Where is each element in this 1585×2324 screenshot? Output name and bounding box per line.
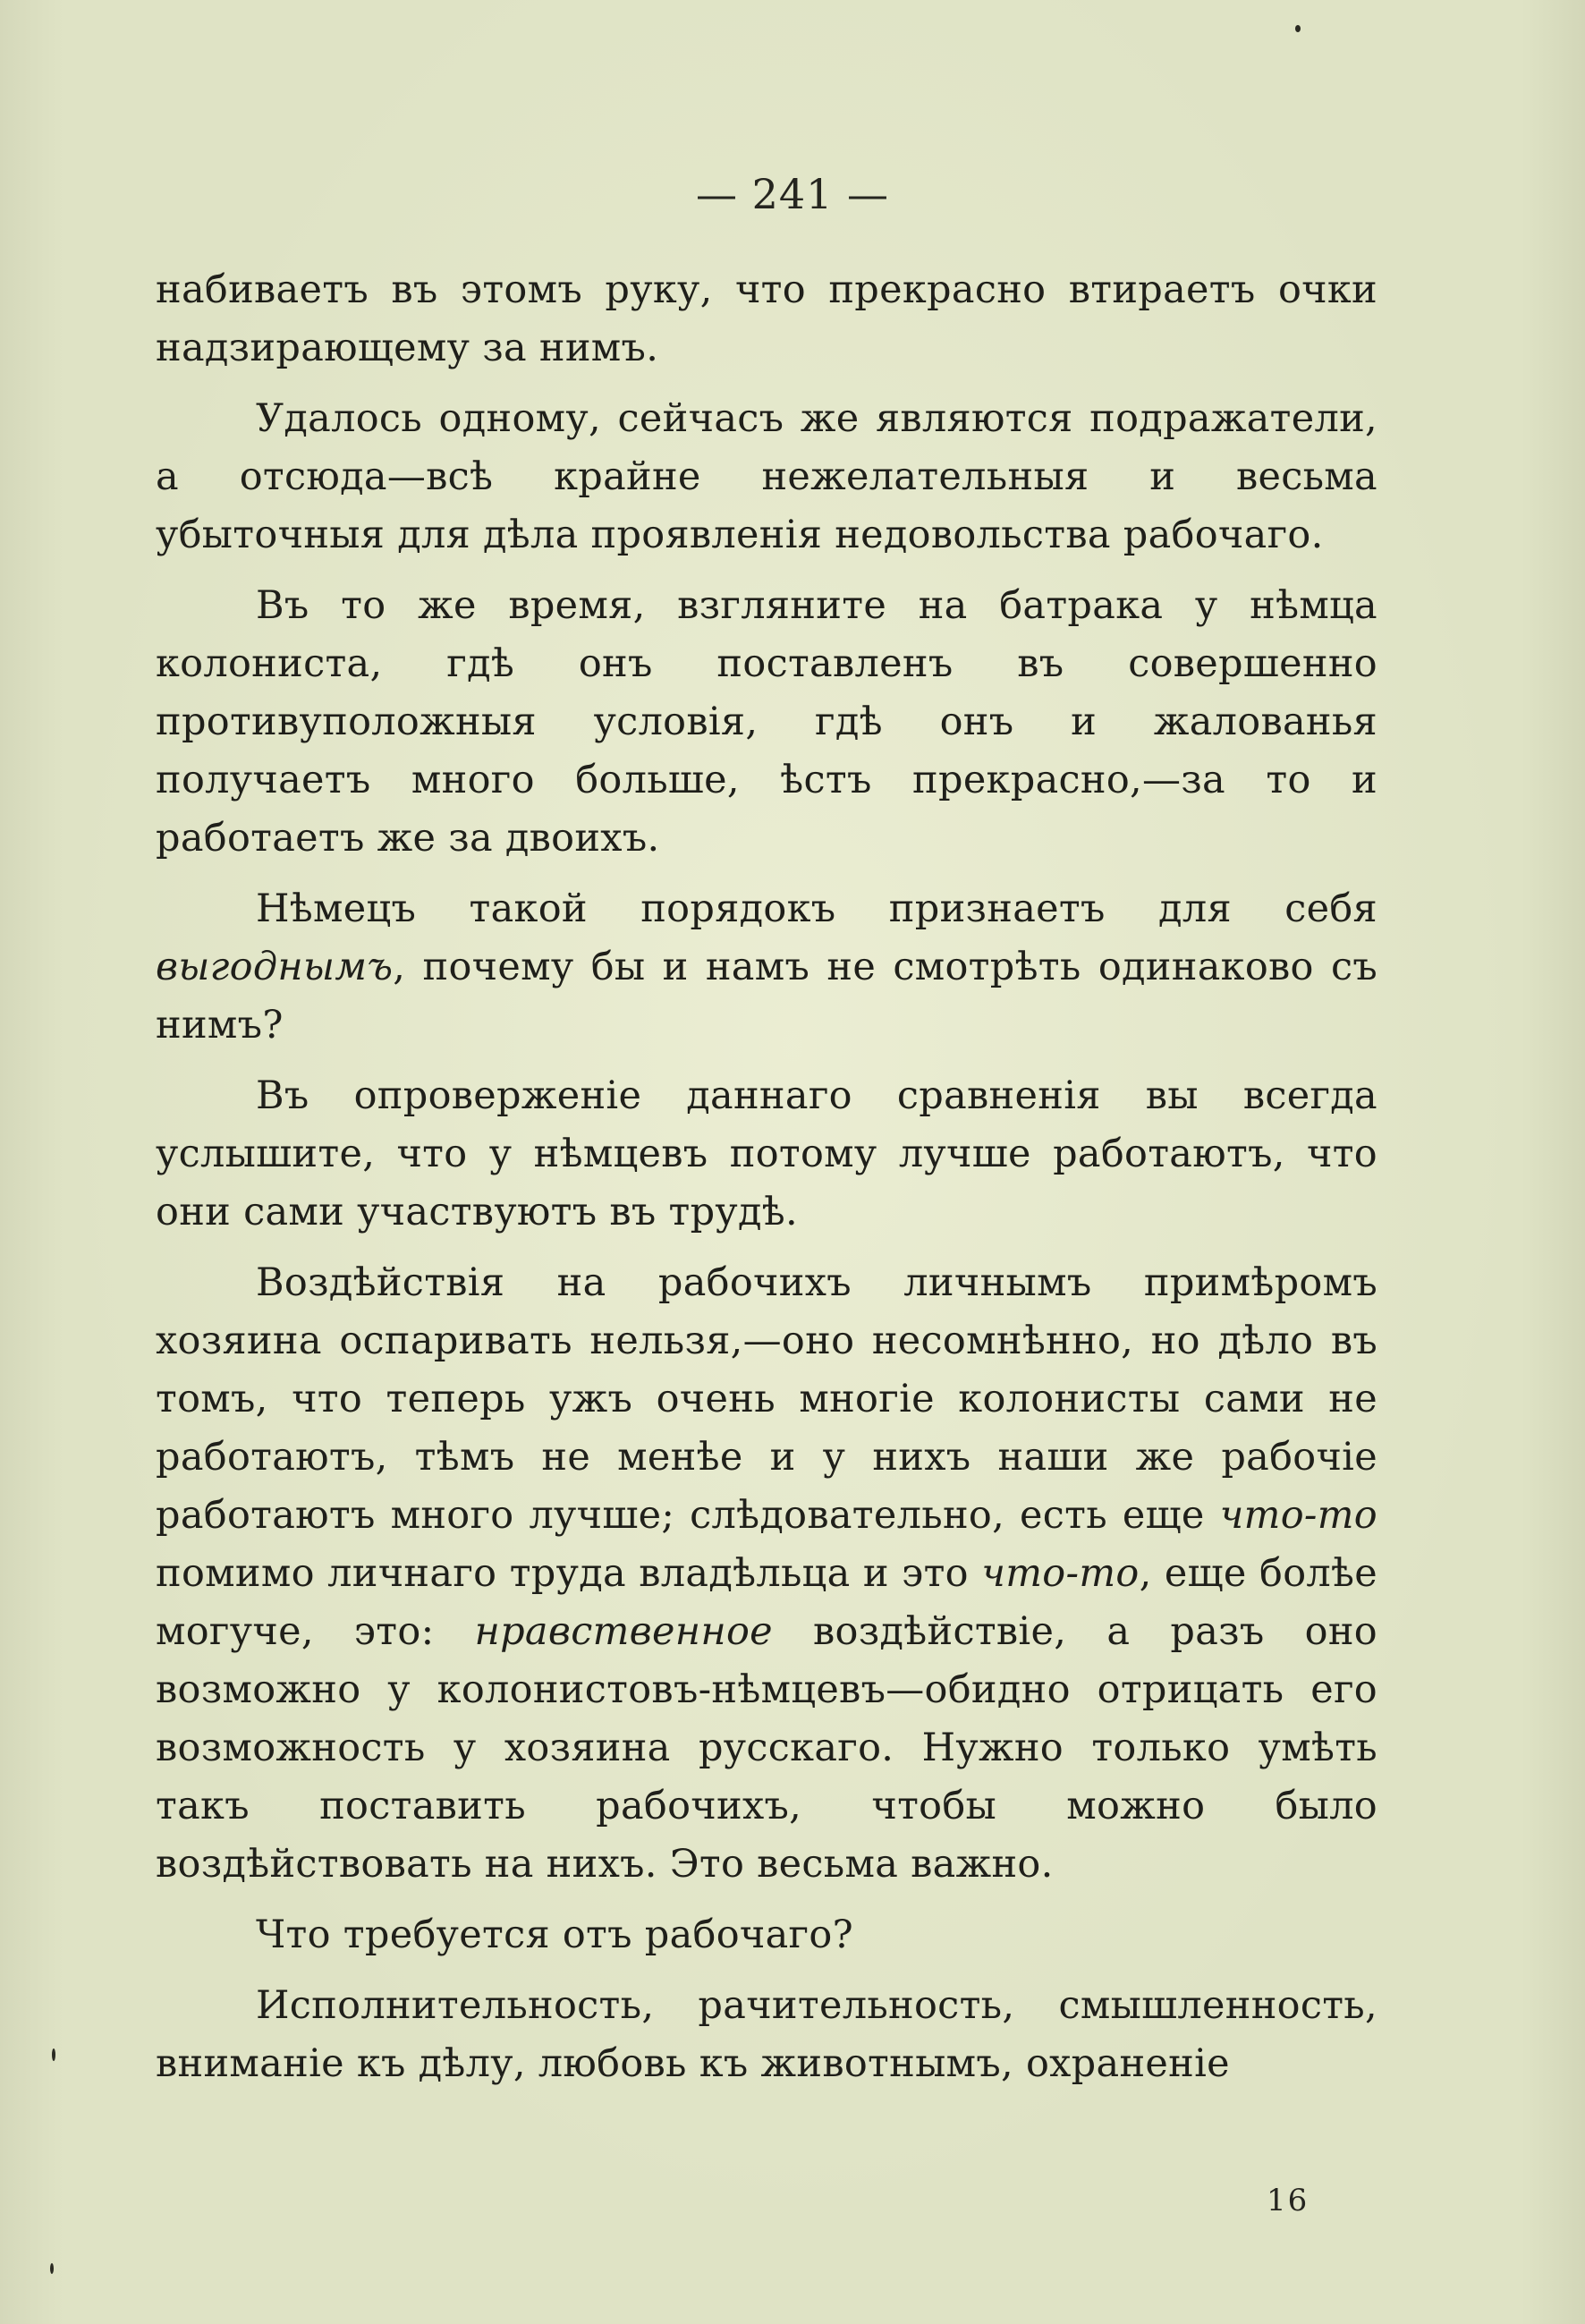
page-speck [52, 2048, 55, 2061]
emphasis-text: что-то [1219, 1493, 1377, 1538]
paragraph [156, 880, 1377, 1055]
text-segment: Нѣмецъ такой порядокъ признаетъ для себя [256, 886, 1377, 931]
paragraph [156, 261, 1377, 377]
text-segment: Въ опроверженіе даннаго сравненія вы всегда услышите, что у нѣмцевъ потому лучше работаютъ, что они сами участвуютъ въ трудѣ. [156, 1073, 1377, 1234]
page-speck [50, 2263, 54, 2274]
text-segment: Удалось одному, сейчасъ же являются подражатели, а отсюда—всѣ крайне нежелательныя и весьма убыточныя для дѣла проявленія недовольства рабочаго. [156, 396, 1377, 557]
paragraph [156, 1906, 1377, 1964]
paragraph [156, 1067, 1377, 1242]
body-text [156, 261, 1377, 2106]
text-segment: Что требуется отъ рабочаго? [256, 1913, 853, 1957]
text-segment: воздѣйствіе, а разъ оно возможно у колонистовъ-нѣмцевъ—обидно отрицать его возможность у хозяина русскаго. Нужно только умѣть такъ поставить рабочихъ, чтобы можно было воздѣйствовать на нихъ. Это весьма важно. [156, 1609, 1377, 1887]
emphasis-text: выгоднымъ [156, 945, 394, 989]
emphasis-text: что-то [981, 1551, 1140, 1596]
text-segment: Въ то же время, взгляните на батрака у нѣмца колониста, гдѣ онъ поставленъ въ совершенно противуположныя условія, гдѣ онъ и жалованья получаетъ много больше, ѣстъ прекрасно,—за то и работаетъ же за двоихъ. [156, 583, 1377, 861]
page-number-header: — 241 — [695, 170, 890, 218]
paragraph [156, 390, 1377, 564]
signature-mark: 16 [1267, 2183, 1310, 2218]
paragraph [156, 577, 1377, 868]
text-segment: , почему бы и намъ не смотрѣть одинаково съ нимъ? [156, 945, 1377, 1047]
text-segment: помимо личнаго труда владѣльца и это [156, 1551, 982, 1596]
text-segment: Воздѣйствія на рабочихъ личнымъ примѣромъ хозяина оспаривать нельзя,—оно несомнѣнно, но дѣло въ томъ, что теперь ужъ очень многіе колонисты сами не работаютъ, тѣмъ не менѣе и у нихъ наши же рабочіе работаютъ много лучше; слѣдовательно, есть еще [156, 1260, 1377, 1538]
page-speck [1295, 25, 1301, 32]
text-segment: Исполнительность, рачительность, смышленность, вниманіе къ дѣлу, любовь къ животнымъ, охраненіе [156, 1983, 1377, 2086]
text-segment: набиваетъ въ этомъ руку, что прекрасно втираетъ очки надзирающему за нимъ. [156, 267, 1377, 370]
text-segment: , еще болѣе могуче, это: [156, 1551, 1377, 1654]
paragraph [156, 1977, 1377, 2093]
emphasis-text: нравственное [474, 1609, 773, 1654]
paragraph [156, 1254, 1377, 1894]
